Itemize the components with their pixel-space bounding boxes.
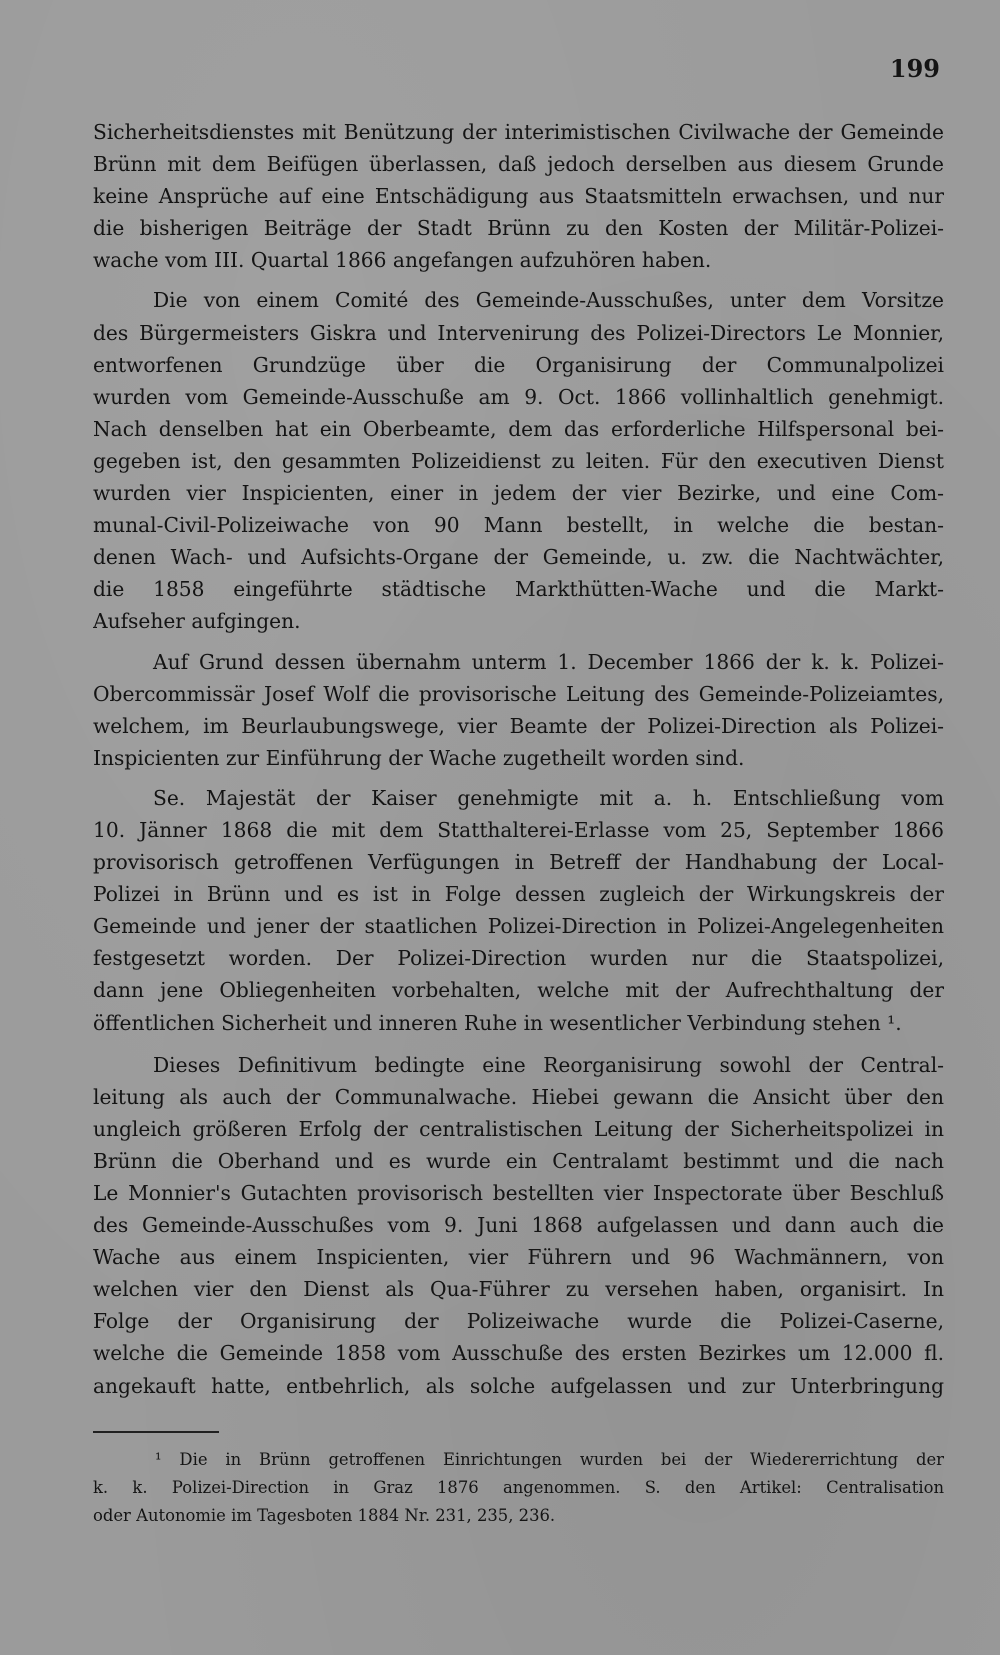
text-line: provisorisch getroffenen Verfügungen in Betreff der Handhabung der Local- [93, 850, 944, 875]
text-line: dann jene Obliegenheiten vorbehalten, welche mit der Aufrechthaltung der [93, 978, 944, 1003]
text-line: des Bürgermeisters Giskra und Intervenirung des Polizei-Directors Le Monnier, [93, 320, 944, 345]
text-line: Gemeinde und jener der staatlichen Polizei-Direction in Polizei-Angelegenheiten [93, 914, 944, 939]
text-line: die 1858 eingeführte städtische Markthütten-Wache und die Markt- [93, 577, 944, 602]
text-line: entworfenen Grundzüge über die Organisirung der Communalpolizei [93, 352, 944, 377]
text-line: Folge der Organisirung der Polizeiwache wurde die Polizei-Caserne, [93, 1309, 944, 1334]
text-line: Se. Majestät der Kaiser genehmigte mit a. h. Entschließung vom [153, 785, 944, 810]
text-line: Die von einem Comité des Gemeinde-Ausschußes, unter dem Vorsitze [153, 288, 944, 313]
text-line: keine Ansprüche auf eine Entschädigung aus Staatsmitteln erwachsen, und nur [93, 184, 944, 209]
text-line: des Gemeinde-Ausschußes vom 9. Juni 1868 aufgelassen und dann auch die [93, 1213, 944, 1238]
footnote-line: oder Autonomie im Tagesboten 1884 Nr. 231, 235, 236. [93, 1506, 556, 1525]
body-text [93, 116, 944, 1402]
text-line: Wache aus einem Inspicienten, vier Führern und 96 Wachmännern, von [93, 1245, 944, 1270]
paragraph-3 [93, 646, 944, 774]
footnote-divider [93, 1431, 219, 1433]
text-line: Obercommissär Josef Wolf die provisorische Leitung des Gemeinde-Polizeiamtes, [93, 681, 944, 706]
text-line: gegeben ist, den gesammten Polizeidienst zu leiten. Für den executiven Dienst [93, 448, 944, 473]
paragraph-4 [93, 782, 944, 1039]
text-line: wurden vier Inspicienten, einer in jedem der vier Bezirke, und eine Com- [93, 481, 944, 506]
text-line: Dieses Definitivum bedingte eine Reorganisirung sowohl der Central- [153, 1052, 944, 1077]
text-line: 10. Jänner 1868 die mit dem Statthalterei-Erlasse vom 25, September 1866 [93, 817, 944, 842]
text-line: denen Wach- und Aufsichts-Organe der Gemeinde, u. zw. die Nachtwächter, [93, 545, 944, 570]
text-line: Nach denselben hat ein Oberbeamte, dem das erforderliche Hilfspersonal bei- [93, 416, 944, 441]
text-line: Aufseher aufgingen. [93, 609, 301, 634]
paragraph-2 [93, 284, 944, 637]
text-line: Polizei in Brünn und es ist in Folge dessen zugleich der Wirkungskreis der [93, 882, 944, 907]
text-line: wurden vom Gemeinde-Ausschuße am 9. Oct. 1866 vollinhaltlich genehmigt. [93, 384, 944, 409]
text-line: welchen vier den Dienst als Qua-Führer zu versehen haben, organisirt. In [93, 1277, 944, 1302]
text-line: ungleich größeren Erfolg der centralistischen Leitung der Sicherheitspolizei in [93, 1116, 944, 1141]
text-line: angekauft hatte, entbehrlich, als solche aufgelassen und zur Unterbringung [93, 1373, 944, 1398]
text-line: Auf Grund dessen übernahm unterm 1. December 1866 der k. k. Polizei- [153, 649, 944, 674]
text-line: festgesetzt worden. Der Polizei-Direction wurden nur die Staatspolizei, [93, 946, 944, 971]
text-line: munal-Civil-Polizeiwache von 90 Mann bestellt, in welche die bestan- [93, 513, 944, 538]
text-line: Sicherheitsdienstes mit Benützung der interimistischen Civilwache der Gemeinde [93, 120, 944, 144]
text-line: welche die Gemeinde 1858 vom Ausschuße des ersten Bezirkes um 12.000 fl. [93, 1341, 944, 1366]
page-number: 199 [889, 54, 940, 83]
paragraph-1 [93, 116, 944, 276]
text-line: die bisherigen Beiträge der Stadt Brünn zu den Kosten der Militär-Polizei- [93, 216, 944, 241]
text-line: wache vom III. Quartal 1866 angefangen aufzuhören haben. [93, 248, 712, 273]
footnote-line: k. k. Polizei-Direction in Graz 1876 angenommen. S. den Artikel: Centralisation [93, 1478, 944, 1497]
text-line: Brünn die Oberhand und es wurde ein Centralamt bestimmt und die nach [93, 1148, 944, 1173]
text-line: welchem, im Beurlaubungswege, vier Beamte der Polizei-Direction als Polizei- [93, 713, 944, 738]
footnote-line: ¹ Die in Brünn getroffenen Einrichtungen wurden bei der Wiedererrichtung der [155, 1450, 944, 1469]
text-line: Inspicienten zur Einführung der Wache zugetheilt worden sind. [93, 745, 745, 770]
text-line: Brünn mit dem Beifügen überlassen, daß jedoch derselben aus diesem Grunde [93, 152, 944, 177]
text-line: öffentlichen Sicherheit und inneren Ruhe in wesentlicher Verbindung stehen ¹. [93, 1010, 902, 1035]
paragraph-5 [93, 1049, 944, 1402]
text-line: leitung als auch der Communalwache. Hiebei gewann die Ansicht über den [93, 1084, 944, 1109]
footnote [93, 1446, 944, 1530]
text-line: Le Monnier's Gutachten provisorisch bestellten vier Inspectorate über Beschluß [93, 1181, 944, 1205]
